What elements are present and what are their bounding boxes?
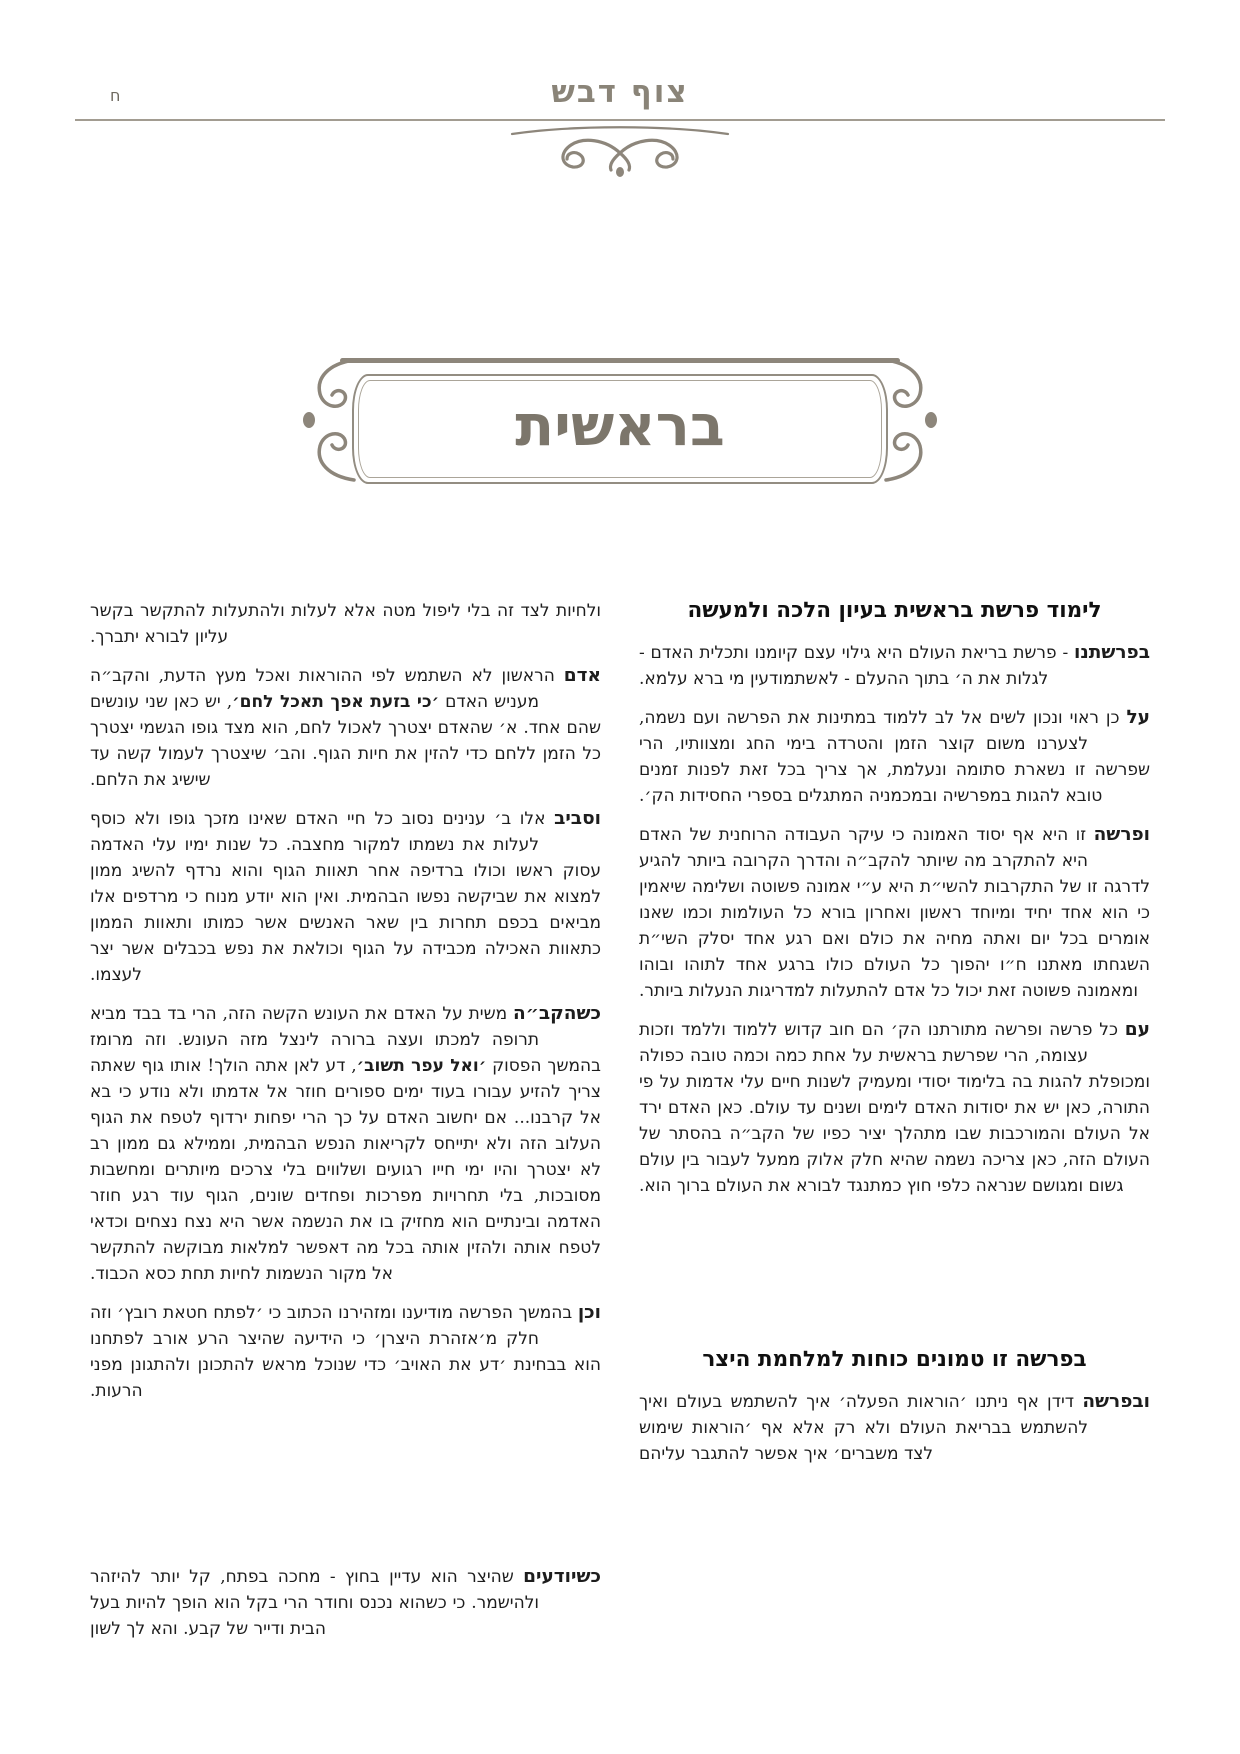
paragraph-text: , דע לאן אתה הולך! אותו גוף שאתה צריך להזיע עבורו בעוד ימים ספורים חוזר אל אדמתו ולא נודע כי בא אל קרבנו... אם יחשוב האדם על כך הרי יפחות ירדוף לטפח את הגוף העלוב הזה ולא יתייחס לקריאות הנפש הבהמית, וממילא גם ממון רב לא יצטרך והיו ימי חייו רגועים ושלווים בלי צרכים מיותרים ומחשבות מסובכות, בלי תחרויות מפרכות ופחדים שונים, הגוף עוד רגע חוזר האדמה ובינתיים הוא מחזיק בו את הנשמה אשר היא נצח נצחים וכדאי לטפח אותה ולהזין אותה בכל מה דאפשר למלאות מבוקשה להתקשר אל מקור הנשמות לחיות תחת כסא הכבוד. [90,1056,601,1284]
paragraph [90,1001,601,1287]
page-number: ח [110,86,121,105]
paragraph-text: שהיצר הוא עדיין בחוץ - מחכה בפתח, קל יותר להיזהר ולהישמר. כי כשהוא נכנס וחודר הרי בקל הוא הופך להיות בעל הבית ודייר של קבע. והא לך לשון [90,1567,539,1639]
paragraph [639,1017,1150,1199]
column-left [90,598,601,1655]
paragraph-lead-word: כשיודעים [523,1566,601,1587]
paragraph-lead-word: וכן [577,1302,601,1323]
paragraph-lead-word: אדם [563,665,601,686]
text-columns [90,598,1150,1655]
paragraph-text: בהמשך הפרשה מודיענו ומזהירנו הכתוב כי ׳לפתח חטאת רובץ׳ וזה חלק מ׳אזהרת היצרן׳ כי הידיעה שהיצר הרע אורב לפתחנו הוא בבחינת ׳דע את האויב׳ כדי שנוכל מראש להתכונן ולהתגונן מפני הרעות. [90,1303,601,1401]
paragraph [639,640,1150,692]
paragraph-text: כל פרשה ופרשה מתורתנו הק׳ הם חוב קדוש ללמוד וללמד וזכות עצומה, הרי שפרשת בראשית על אחת כמה וכמה טובה כפולה ומכופלת להגות בה בלימוד יסודי ומעמיק לשנות חיים עלי אדמות על פי התורה, כאן יש את יסודות האדם לימים ושנים עד עולם. כאן האדם ירד אל העולם והמורכבות שבו מתהלך יציר כפיו של הקב״ה בהסתר של העולם הזה, כאן צריכה נשמה שהיא חלק אלוק ממעל לעבור בין עולם גשום ומגושם שנראה כלפי חוץ כמתנגד לבורא את העולם ברוך הוא. [639,1020,1150,1196]
paragraph [90,1564,601,1642]
header-flourish-icon [0,122,1240,178]
paragraph-lead-word: כשהקב״ה [513,1003,601,1024]
paragraph-text: הראשון לא השתמש לפי ההוראות ואכל מעץ הדעת, והקב״ה מעניש האדם [90,666,564,712]
parsha-title-box [352,374,888,484]
frame-top-bar [340,358,900,363]
paragraph [90,598,601,650]
section-heading: בפרשה זו טמונים כוחות למלחמת היצר [702,1347,1087,1372]
paragraph-text: - פרשת בריאת העולם היא גילוי עצם קיומנו ותכלית האדם - לגלות את ה׳ בתוך ההעלם - לאשתמודעין מי ברא עלמא. [639,643,1074,689]
book-title: צוף דבש [551,74,689,110]
paragraph-lead-word: ובפרשה [1082,1391,1150,1412]
paragraph-lead-word: ופרשה [1093,824,1150,845]
paragraph-text: זו היא אף יסוד האמונה כי עיקר העבודה הרוחנית של האדם היא להתקרב מה שיותר להקב״ה והדרך הקרובה ביותר להגיע לדרגה זו של התקרבות להשי״ת היא ע״י אמונה פשוטה ושלימה שיאמין כי הוא אחד יחיד ומיוחד ראשון ואחרון בורא כל העולמות וכמו שאנו אומרים בכל יום ואתה מחיה את כולם ואם רגע אחד יסלק השי״ת השגחתו מאתנו ח״ו יהפוך כל העולם כולו ברגע אחד לתוהו ובוהו ומאמונה פשוטה זאת יכול כל אדם להתעלות למדריגות הנעלות ביותר. [639,825,1150,1001]
paragraph [639,1389,1150,1467]
paragraph-text: משית על האדם את העונש הקשה הזה, הרי בד בבד מביא תרופה למכתו ועצה ברורה לינצל מזה העונש. וזה מרומז בהמשך הפסוק [90,1004,601,1076]
parsha-title-box-inner [358,380,882,478]
paragraph [639,822,1150,1004]
paragraph [90,663,601,793]
paragraph-lead-word: על [1126,707,1150,728]
parsha-title-frame [312,354,928,486]
paragraph [639,705,1150,809]
paragraph-text: דידן אף ניתנו ׳הוראות הפעלה׳ איך להשתמש בעולם ואיך להשתמש בבריאת העולם ולא רק אלא אף ׳הוראות שימוש לצד משברים׳ איך אפשר להתגבר עליהם [639,1392,1088,1464]
header-divider [75,119,1165,121]
paragraph [90,806,601,988]
paragraph-lead-word: בפרשתנו [1074,642,1150,663]
paragraph-lead-word: עם [1124,1019,1150,1040]
paragraph-text: , יש כאן שני עונשים שהם אחד. א׳ שהאדם יצטרך לאכול לחם, הוא מצד גופו הגשמי יצטרך כל הזמן ללחם כדי להזין את חיות הגוף. והב׳ שיצטרך לעמול קשה עד שישיג את הלחם. [90,692,601,790]
paragraph-text: כן ראוי ונכון לשים אל לב ללמוד במתינות את הפרשה ועם נשמה, לצערנו משום קוצר הזמן והטרדה בימי החג ומצוותיו, הרי שפרשה זו נשארת סתומה ונעלמת, אך צריך בכל זאת לפנות זמנים טובא להגות במפרשיה ובמכמניה המתגלים בספרי החסידות הק׳. [639,708,1150,806]
paragraph-lead-word: וסביב [554,808,601,829]
paragraph-text: ולחיות לצד זה בלי ליפול מטה אלא לעלות ולהתעלות להתקשר בקשר עליון לבורא יתברך. [90,601,601,647]
paragraph-text: אלו ב׳ ענינים נסוב כל חיי האדם שאינו מזכך גופו ולא כוסף לעלות את נשמתו למקור מחצבה. כל שנות ימיו עלי האדמה עסוק ראשו וכולו ברדיפה אחר תאוות הגוף והוא נרדף להשיג ממון למצוא את שביקשה נפשו הבהמית. ואין הוא יודע מנוח כי מרדפים אלו מביאים בכפם תחרות בין שאר האנשים אשר כמותו ותאוות הממון כתאוות האכילה מכבידה על הגוף וכולאת את נפש בכבלים אשר יצר לעצמו. [90,809,601,985]
paragraph-bold-phrase: ׳כי בזעת אפך תאכל לחם׳ [232,692,440,712]
column-right [639,598,1150,1655]
parsha-title: בראשית [515,391,725,459]
section-heading: לימוד פרשת בראשית בעיון הלכה ולמעשה [687,598,1102,623]
paragraph [90,1300,601,1404]
paragraph-bold-phrase: ׳ואל עפר תשוב׳ [356,1056,487,1076]
